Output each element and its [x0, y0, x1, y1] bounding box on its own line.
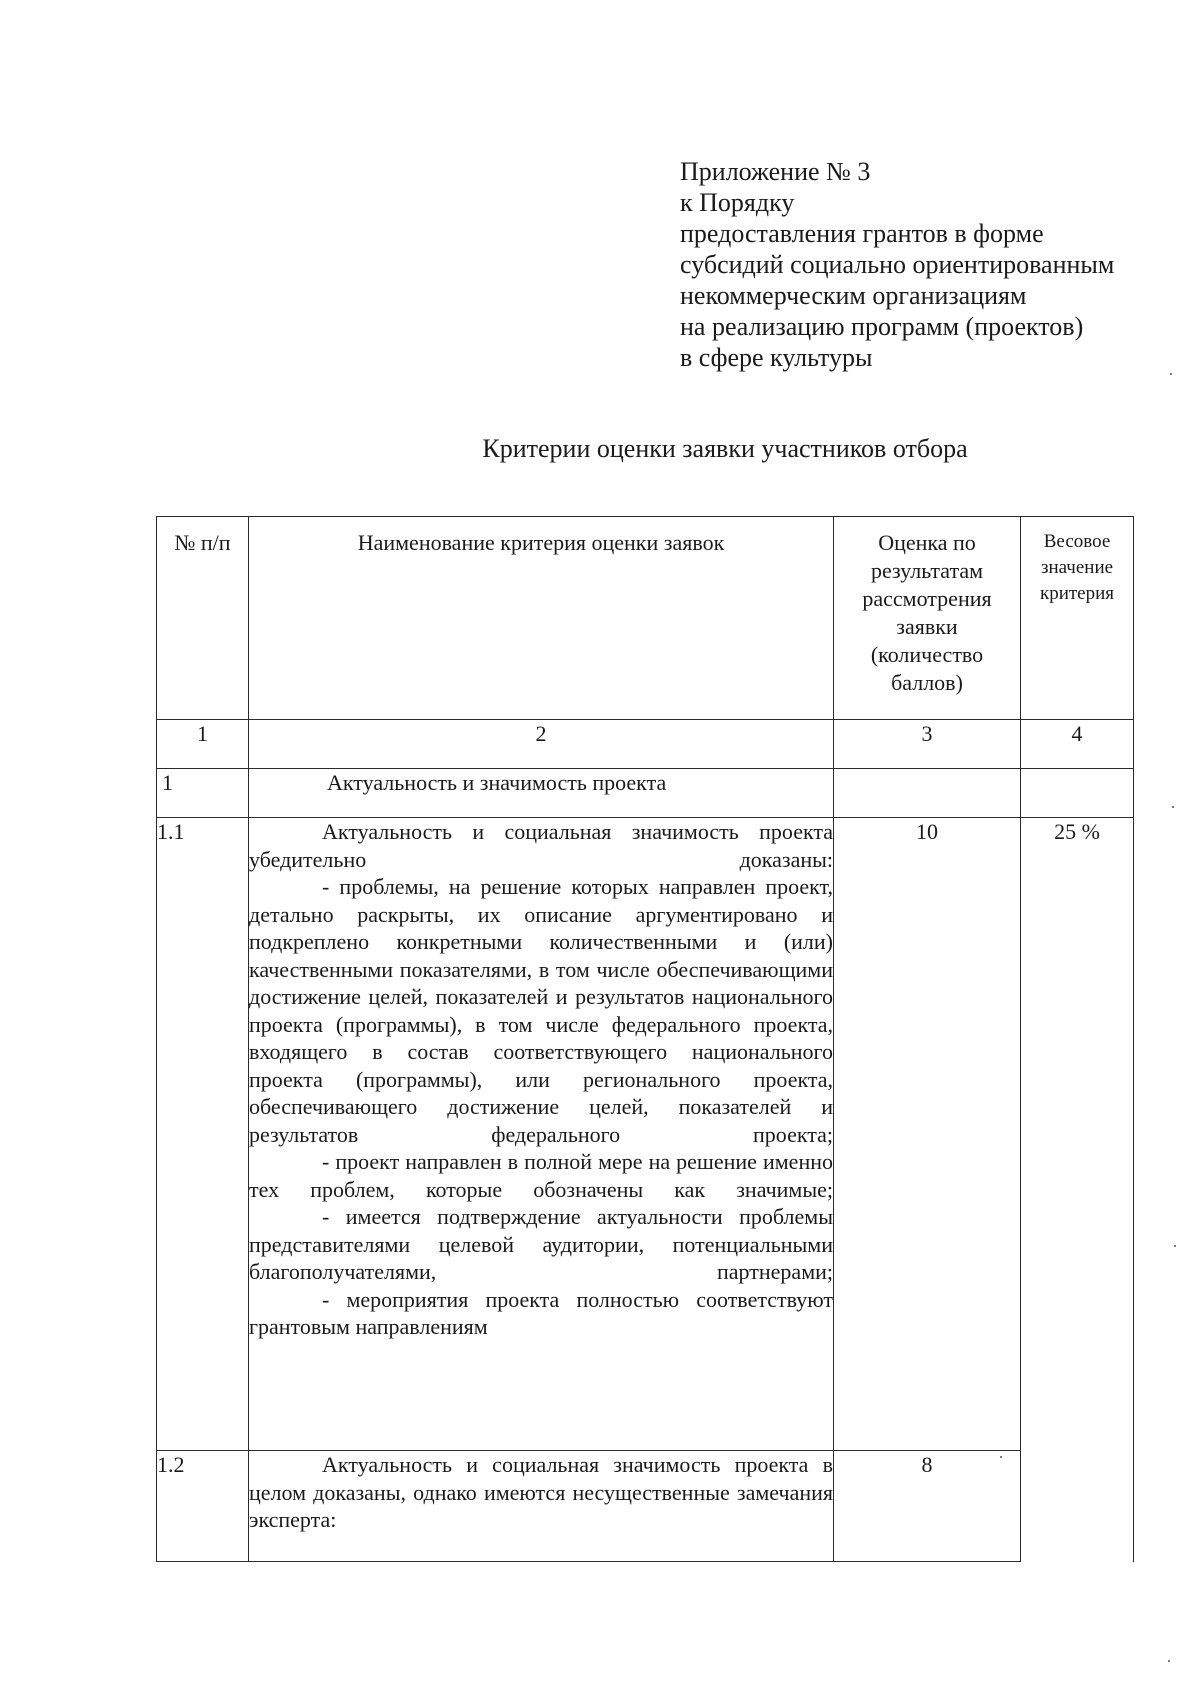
row-criterion — [249, 1451, 834, 1562]
header-num: № п/п — [157, 517, 249, 720]
header-weight — [1021, 517, 1134, 720]
criterion-paragraph: - имеется подтверждение актуальности проблемы представителями целевой аудитории, потенциальными благополучателями, партнерами; — [249, 1204, 833, 1284]
section-name: Актуальность и значимость проекта — [249, 769, 834, 818]
document-title: Критерии оценки заявки участников отбора — [482, 434, 968, 463]
row-weight: 25 % — [1021, 818, 1134, 1562]
annex-line: на реализацию программ (проектов) — [680, 312, 1084, 341]
header-score-line: заявки — [896, 614, 958, 639]
header-weight-line: Весовое — [1043, 531, 1111, 552]
scan-speck — [1170, 373, 1172, 375]
header-score-line: (количество — [870, 642, 984, 667]
annex-line: к Порядку — [680, 188, 795, 217]
annex-line: в сфере культуры — [680, 343, 873, 372]
header-score — [834, 517, 1021, 720]
row-criterion — [249, 818, 834, 1451]
column-number: 3 — [834, 720, 1021, 769]
section-weight-empty — [1021, 769, 1134, 818]
row-score: 8 — [834, 1451, 1021, 1562]
column-number: 4 — [1021, 720, 1134, 769]
table-header-row — [157, 517, 1134, 720]
annex-line: Приложение № 3 — [680, 157, 871, 186]
section-score-empty — [834, 769, 1021, 818]
scan-speck — [1000, 1456, 1002, 1458]
scan-speck — [1168, 1660, 1170, 1662]
annex-line: некоммерческим организациям — [680, 281, 1027, 310]
row-num: 1.2 — [157, 1451, 249, 1562]
row-score: 10 — [834, 818, 1021, 1451]
header-score-line: баллов) — [891, 670, 963, 695]
header-weight-line: значение — [1040, 557, 1114, 578]
annex-line: субсидий социально ориентированным — [680, 250, 1115, 279]
table-row — [157, 818, 1134, 1451]
section-row — [157, 769, 1134, 818]
scan-speck — [1172, 806, 1174, 808]
criterion-paragraph: Актуальность и социальная значимость проекта в целом доказаны, однако имеются несущественные замечания эксперта: — [249, 1452, 833, 1532]
section-num: 1 — [157, 769, 249, 818]
header-score-line: результатам — [870, 558, 984, 583]
criterion-paragraph: - проблемы, на решение которых направлен проект, детально раскрыты, их описание аргументировано и подкреплено конкретными количественными и (или) качественными показателями, в том числе обеспечивающими достижение целей, показателей и результатов национального проекта (программы), в том числе федерального проекта, входящего в состав соответствующего национального проекта (программы), или регионального проекта, обеспечивающего достижение целей, показателей и результатов федерального проекта; — [249, 874, 833, 1147]
header-score-line: Оценка по — [878, 530, 976, 555]
criteria-table — [156, 516, 1134, 1562]
criterion-paragraph: - проект направлен в полной мере на решение именно тех проблем, которые обозначены как значимые; — [249, 1149, 833, 1202]
criterion-paragraph: Актуальность и социальная значимость проекта убедительно доказаны: — [249, 819, 833, 872]
criterion-paragraph: - мероприятия проекта полностью соответствуют грантовым направлениям — [249, 1286, 833, 1339]
annex-line: предоставления грантов в форме — [680, 219, 1044, 248]
annex-block — [680, 156, 1114, 373]
table-row — [157, 1451, 1134, 1562]
header-name: Наименование критерия оценки заявок — [249, 517, 834, 720]
header-score-line: рассмотрения — [862, 586, 992, 611]
column-number: 2 — [249, 720, 834, 769]
column-number-row — [157, 720, 1134, 769]
column-number: 1 — [157, 720, 249, 769]
scan-speck — [1174, 1245, 1176, 1247]
header-weight-line: критерия — [1039, 583, 1115, 604]
row-num: 1.1 — [157, 818, 249, 1451]
